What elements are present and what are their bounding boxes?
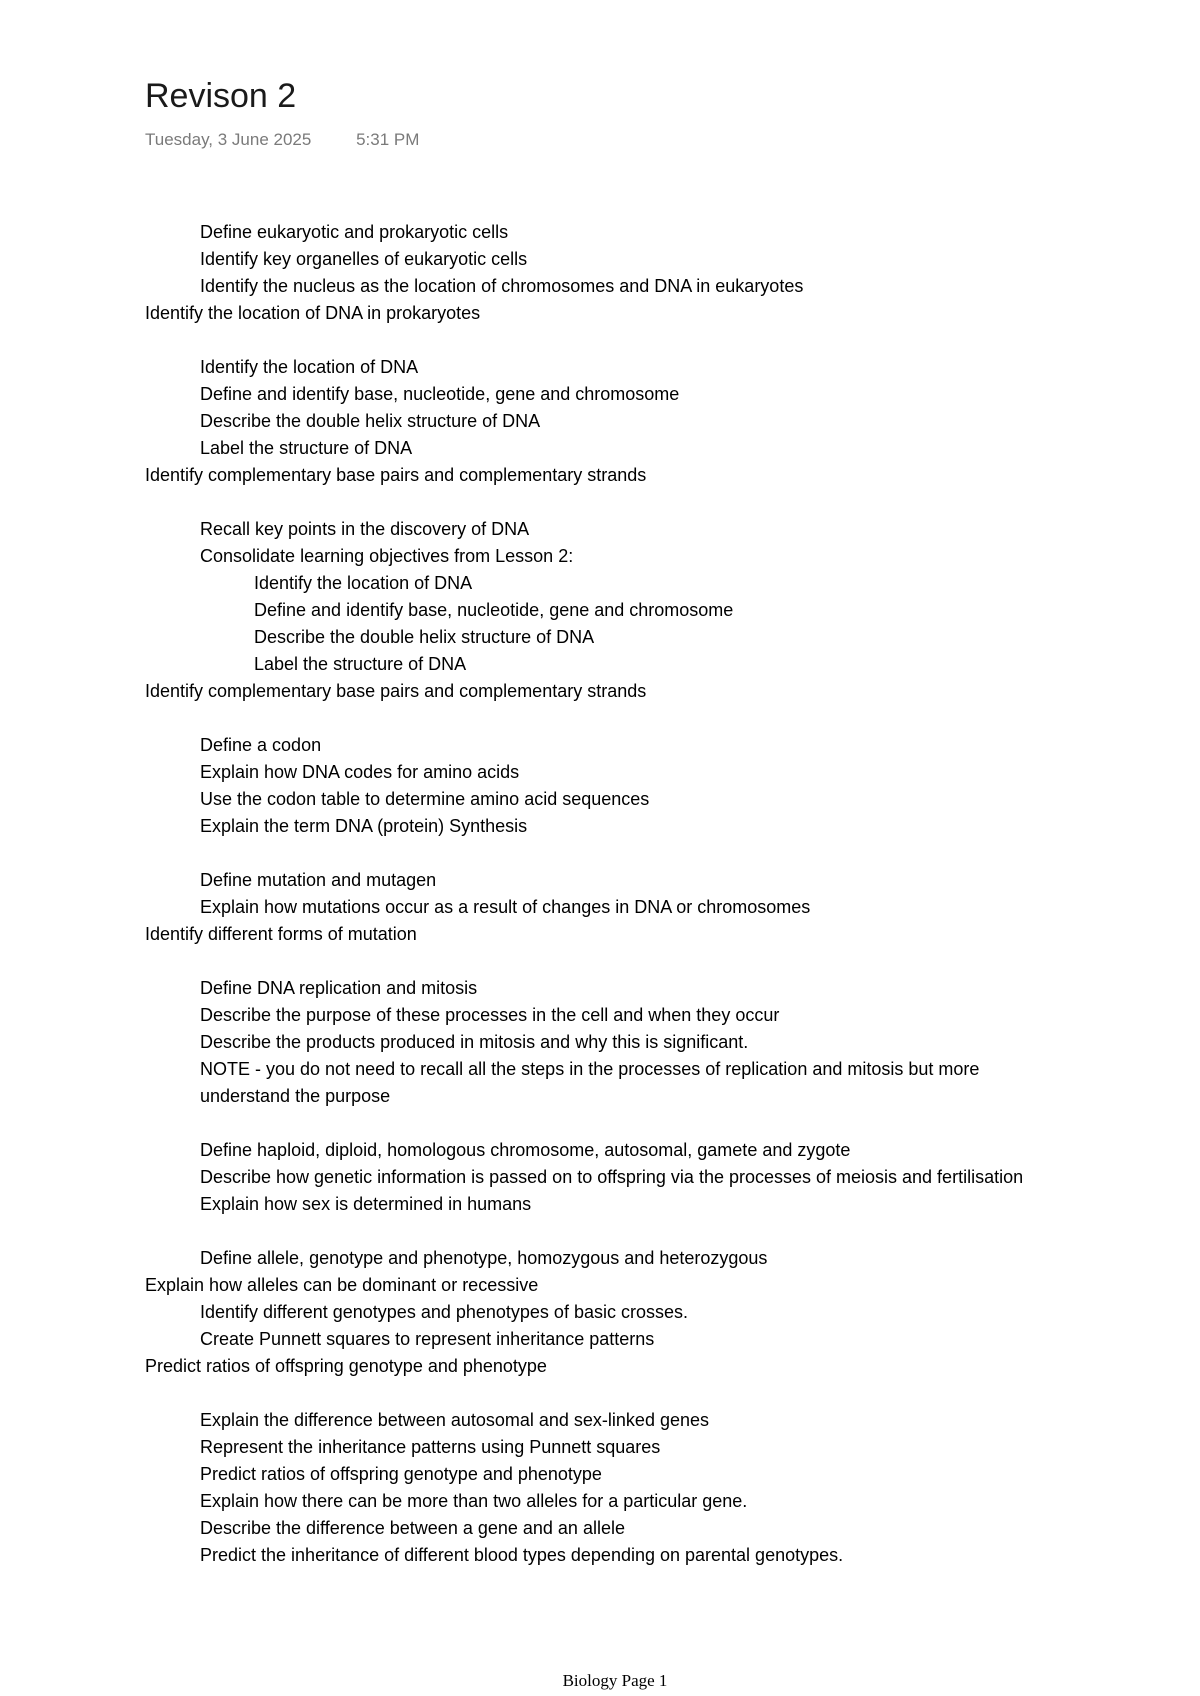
blank-line [145,705,1045,732]
learning-objective-line: Describe the difference between a gene and an allele [200,1518,625,1538]
learning-objective-line: NOTE - you do not need to recall all the steps in the processes of replication and mitosis but more understand the purpose [200,1059,980,1106]
blank-line [145,489,1045,516]
learning-objective-line: Consolidate learning objectives from Lesson 2: [200,546,574,566]
learning-objective-line: Explain how mutations occur as a result of changes in DNA or chromosomes [200,897,811,917]
learning-objective-line: Define haploid, diploid, homologous chromosome, autosomal, gamete and zygote [200,1140,851,1160]
learning-objective-line: Explain how alleles can be dominant or recessive [145,1275,539,1295]
learning-objective-line: Explain the term DNA (protein) Synthesis [200,816,528,836]
blank-line [145,1218,1045,1245]
learning-objective-line: Define mutation and mutagen [200,870,437,890]
learning-objective-line: Predict ratios of offspring genotype and phenotype [200,1464,602,1484]
learning-objective-line: Identify the location of DNA [200,357,419,377]
note-metadata [145,130,419,150]
note-content [145,219,1045,1569]
learning-objective-line: Identify complementary base pairs and complementary strands [145,681,647,701]
learning-objective-line: Represent the inheritance patterns using Punnett squares [200,1437,661,1457]
learning-objective-line: Identify different genotypes and phenotypes of basic crosses. [200,1302,688,1322]
learning-objective-line: Describe the purpose of these processes in the cell and when they occur [200,1005,780,1025]
learning-objective-line: Define eukaryotic and prokaryotic cells [200,222,509,242]
learning-objective-line: Define allele, genotype and phenotype, homozygous and heterozygous [200,1248,768,1268]
page-footer: Biology Page 1 [562,1671,668,1690]
learning-objective-line: Define and identify base, nucleotide, gene and chromosome [200,384,680,404]
learning-objective-line: Explain how DNA codes for amino acids [200,762,520,782]
blank-line [145,327,1045,354]
page-title: Revison 2 [145,77,297,115]
learning-objective-line: Define a codon [200,735,322,755]
learning-objective-line: Identify the location of DNA [254,573,473,593]
learning-objective-line: Define DNA replication and mitosis [200,978,478,998]
blank-line [145,1110,1045,1137]
learning-objective-line: Identify complementary base pairs and complementary strands [145,465,647,485]
learning-objective-line: Explain how sex is determined in humans [200,1194,532,1214]
learning-objective-line: Use the codon table to determine amino acid sequences [200,789,650,809]
note-time: 5:31 PM [356,130,420,149]
blank-line [145,840,1045,867]
learning-objective-line: Recall key points in the discovery of DNA [200,519,530,539]
learning-objective-line: Predict the inheritance of different blood types depending on parental genotypes. [200,1545,844,1565]
learning-objective-line: Describe how genetic information is passed on to offspring via the processes of meiosis and fertilisation [200,1167,1024,1187]
learning-objective-line: Explain the difference between autosomal and sex-linked genes [200,1410,710,1430]
learning-objective-line: Identify the location of DNA in prokaryotes [145,303,481,323]
learning-objective-line: Describe the products produced in mitosis and why this is significant. [200,1032,749,1052]
learning-objective-line: Identify different forms of mutation [145,924,417,944]
learning-objective-line: Label the structure of DNA [200,438,413,458]
learning-objective-line: Create Punnett squares to represent inheritance patterns [200,1329,655,1349]
note-date: Tuesday, 3 June 2025 [145,130,312,149]
blank-line [145,1380,1045,1407]
learning-objective-line: Predict ratios of offspring genotype and phenotype [145,1356,547,1376]
learning-objective-line: Identify the nucleus as the location of chromosomes and DNA in eukaryotes [200,276,804,296]
learning-objective-line: Describe the double helix structure of DNA [254,627,595,647]
learning-objective-line: Define and identify base, nucleotide, gene and chromosome [254,600,734,620]
learning-objective-line: Label the structure of DNA [254,654,467,674]
learning-objective-line: Explain how there can be more than two alleles for a particular gene. [200,1491,748,1511]
learning-objective-line: Identify key organelles of eukaryotic cells [200,249,528,269]
learning-objective-line: Describe the double helix structure of DNA [200,411,541,431]
blank-line [145,948,1045,975]
